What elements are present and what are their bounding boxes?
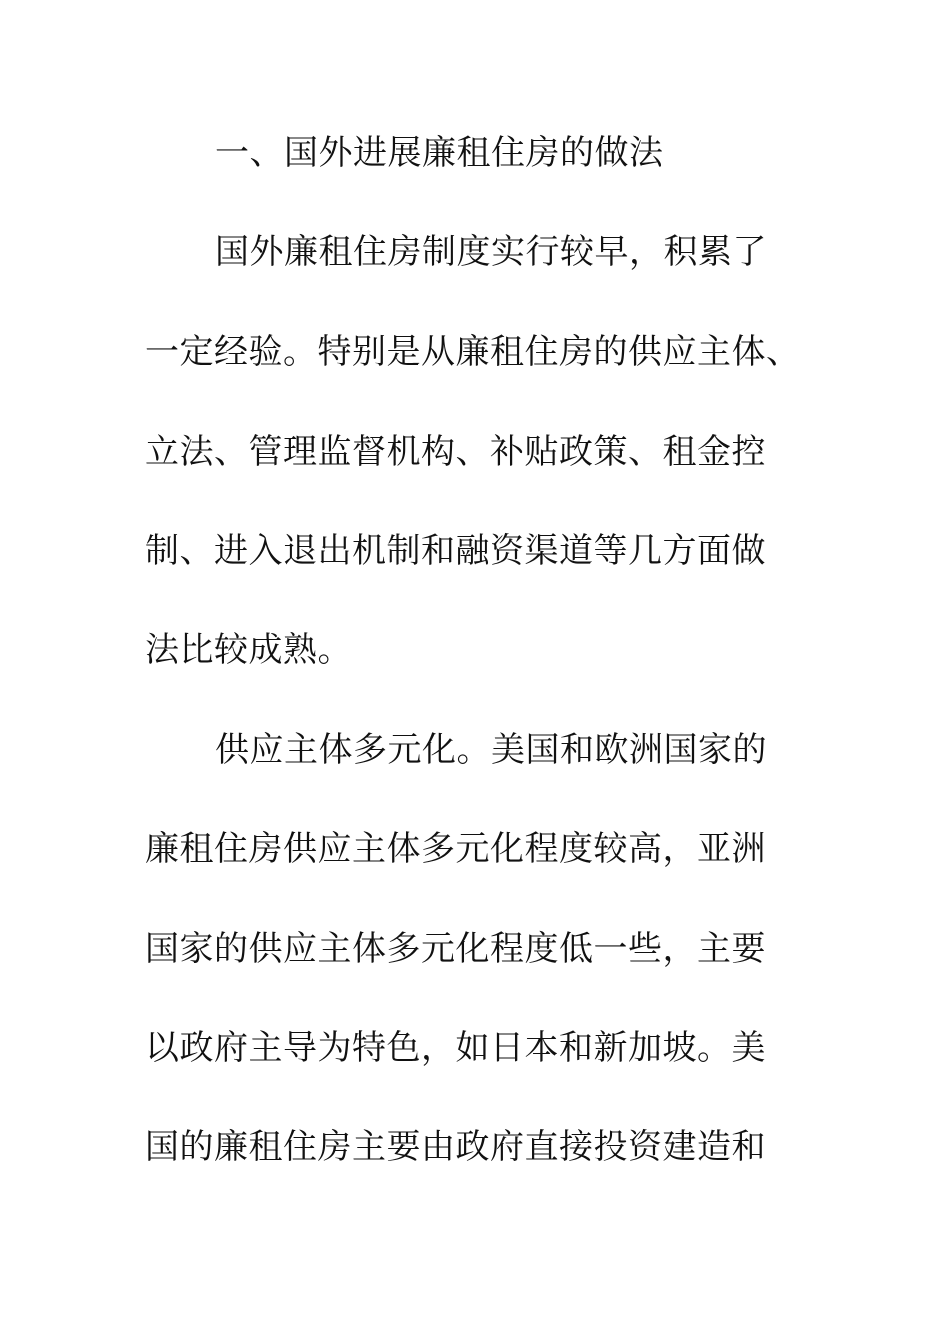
section-heading: 一、国外进展廉租住房的做法 [215,133,664,173]
paragraph-1-line-2: 一定经验。特别是从廉租住房的供应主体、 [145,332,801,372]
paragraph-2-line-5: 国的廉租住房主要由政府直接投资建造和 [145,1127,766,1167]
paragraph-1-line-4: 制、进入退出机制和融资渠道等几方面做 [145,531,766,571]
paragraph-1-line-1: 国外廉租住房制度实行较早，积累了 [215,232,767,272]
paragraph-1-line-5: 法比较成熟。 [145,630,352,670]
paragraph-1-line-3: 立法、管理监督机构、补贴政策、租金控 [145,432,766,472]
paragraph-2-line-1: 供应主体多元化。美国和欧洲国家的 [215,730,767,770]
paragraph-2-line-2: 廉租住房供应主体多元化程度较高，亚洲 [145,829,766,869]
paragraph-2-line-3: 国家的供应主体多元化程度低一些，主要 [145,929,766,969]
paragraph-2-line-4: 以政府主导为特色，如日本和新加坡。美 [145,1028,766,1068]
